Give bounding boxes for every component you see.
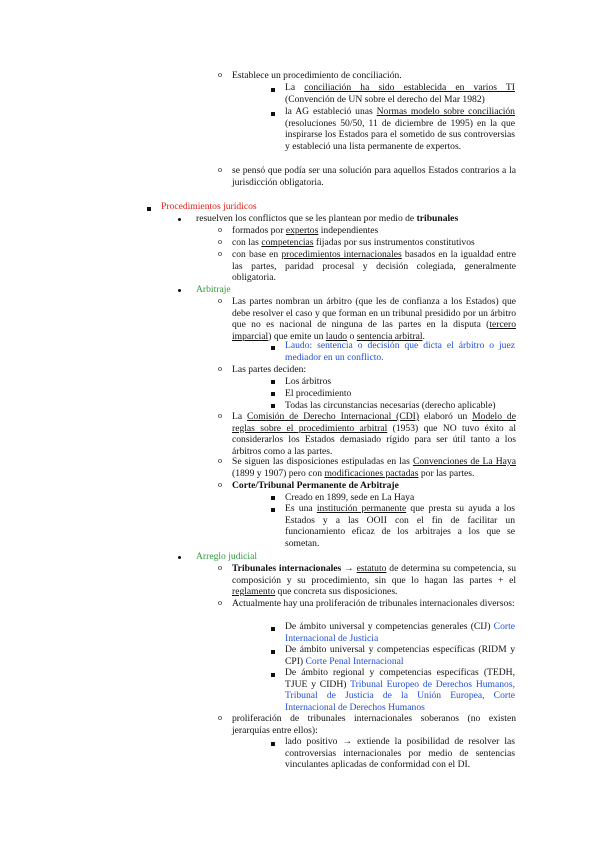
square-bullet-icon bbox=[271, 508, 275, 512]
creado-item: Creado en 1899, sede en La Haya bbox=[285, 492, 415, 503]
institucion-item: Es una institución permanente que presta su ayuda a los Estados y a las OOII con el fin de facilitar un funcionamiento eficaz de los arbitrajes a los que se sometan. bbox=[285, 503, 515, 549]
laudo-definition: Laudo: sentencia o decisión que dicta el árbitro o juez mediador en un conflicto. bbox=[285, 340, 515, 363]
decide-item: Todas las circunstancias necesarias (derecho aplicable) bbox=[285, 400, 496, 411]
circle-bullet-icon: o bbox=[218, 598, 222, 607]
tribunales-internacionales-item: Tribunales internacionales → estatuto de determina su competencia, su composición y su procedimiento, sin que lo hagan las partes + el reglamento que concreta sus disposiciones. bbox=[232, 563, 516, 598]
soberanos-item: proliferación de tribunales internacionales soberanos (no existen jerarquías entre ellos): bbox=[232, 713, 516, 736]
dot-bullet-icon bbox=[178, 556, 181, 559]
decide-item: Los árbitros bbox=[285, 376, 332, 387]
conciliacion-ti-item: La conciliación ha sido establecida en varios TI (Convención de UN sobre el derecho del Mar 1982) bbox=[285, 82, 515, 105]
conciliacion-item: Establece un procedimiento de conciliación. bbox=[232, 70, 402, 81]
cdi-item: La Comisión de Derecho Internacional (CDI) elaboró un Modelo de reglas sobre el procedimiento arbitral (1953) que NO tuvo éxito al considerarlos los Estados demasiado rígido para ser útil tanto a los árbitros como a las partes. bbox=[232, 411, 516, 457]
circle-bullet-icon: o bbox=[218, 237, 222, 246]
circle-bullet-icon: o bbox=[218, 480, 222, 489]
expertos-item: formados por expertos independientes bbox=[232, 225, 379, 236]
circle-bullet-icon: o bbox=[218, 713, 222, 722]
square-bullet-icon bbox=[271, 627, 275, 631]
arrow-right-icon: → bbox=[344, 563, 354, 574]
proliferacion-item: Actualmente hay una proliferación de tribunales internacionales diversos: bbox=[232, 598, 515, 609]
dot-bullet-icon bbox=[178, 218, 181, 221]
square-bullet-icon bbox=[271, 673, 275, 677]
cpi-item: De ámbito universal y competencias específicas (RIDM y CPI) Corte Penal Internacional bbox=[285, 644, 515, 667]
arrow-right-icon: → bbox=[342, 736, 353, 747]
tribunales-item: resuelven los conflictos que se les plantean por medio de tribunales bbox=[196, 213, 459, 224]
square-bullet-icon bbox=[271, 88, 275, 92]
square-bullet-icon bbox=[271, 404, 275, 408]
cij-item: De ámbito universal y competencias generales (CIJ) Corte Internacional de Justicia bbox=[285, 621, 515, 644]
circle-bullet-icon: o bbox=[218, 249, 222, 258]
circle-bullet-icon: o bbox=[218, 225, 222, 234]
solucion-item: se pensó que podía ser una solución para aquellos Estados contrarios a la jurisdicción obligatoria. bbox=[232, 165, 516, 188]
regional-item: De ámbito regional y competencias específicas (TEDH, TJUE y CIDH) Tribunal Europeo de Derechos Humanos, Tribunal de Justicia de la Unión Europea, Corte Internacional de Derechos Humanos bbox=[285, 667, 515, 713]
competencias-item: con las competencias fijadas por sus instrumentos constitutivos bbox=[232, 237, 475, 248]
square-bullet-icon bbox=[271, 496, 275, 500]
square-bullet-icon bbox=[271, 380, 275, 384]
heading-arbitraje: Arbitraje bbox=[196, 284, 231, 295]
corte-permanente-item: Corte/Tribunal Permanente de Arbitraje bbox=[232, 480, 399, 491]
square-bullet-icon bbox=[271, 346, 275, 350]
arbitro-item: Las partes nombran un árbitro (que les de confianza a los Estados) que debe resolver el caso y que forman en un tribunal presidido por un árbitro que no es nacional de ninguna de las partes en la disputa (tercero imparcial) que emite un laudo o sentencia arbitral. bbox=[232, 296, 516, 342]
normas-modelo-item: la AG estableció unas Normas modelo sobre conciliación (resoluciones 50/50, 11 de diciembre de 1995) en la que inspirarse los Estados para el sometido de sus controversias y estableció una lista permanente de expertos. bbox=[285, 106, 515, 152]
circle-bullet-icon: o bbox=[218, 296, 222, 305]
square-bullet-icon bbox=[147, 207, 151, 211]
square-bullet-icon bbox=[271, 742, 275, 746]
heading-arreglo-judicial: Arreglo judicial bbox=[196, 551, 258, 562]
decide-item: El procedimiento bbox=[285, 388, 352, 399]
circle-bullet-icon: o bbox=[218, 411, 222, 420]
circle-bullet-icon: o bbox=[218, 456, 222, 465]
square-bullet-icon bbox=[271, 650, 275, 654]
circle-bullet-icon: o bbox=[218, 563, 222, 572]
heading-procedimientos: Procedimientos jurídicos bbox=[161, 201, 257, 212]
circle-bullet-icon: o bbox=[218, 165, 222, 174]
circle-bullet-icon: o bbox=[218, 70, 222, 79]
square-bullet-icon bbox=[271, 392, 275, 396]
lado-positivo-item: lado positivo → extiende la posibilidad de resolver las controversias internacionales por medio de sentencias vinculantes aplicadas de conformidad con el DI. bbox=[285, 736, 516, 771]
dot-bullet-icon bbox=[178, 289, 181, 292]
circle-bullet-icon: o bbox=[218, 364, 222, 373]
procedimientos-internacionales-item: con base en procedimientos internacionales basados en la igualdad entre las partes, paridad procesal y decisión colegiada, generalmente obligatoria. bbox=[232, 249, 516, 284]
convenciones-haya-item: Se siguen las disposiciones estipuladas en las Convenciones de La Haya (1899 y 1907) pero con modificaciones pactadas por las partes. bbox=[232, 456, 516, 479]
square-bullet-icon bbox=[271, 112, 275, 116]
partes-deciden-item: Las partes deciden: bbox=[232, 364, 307, 375]
